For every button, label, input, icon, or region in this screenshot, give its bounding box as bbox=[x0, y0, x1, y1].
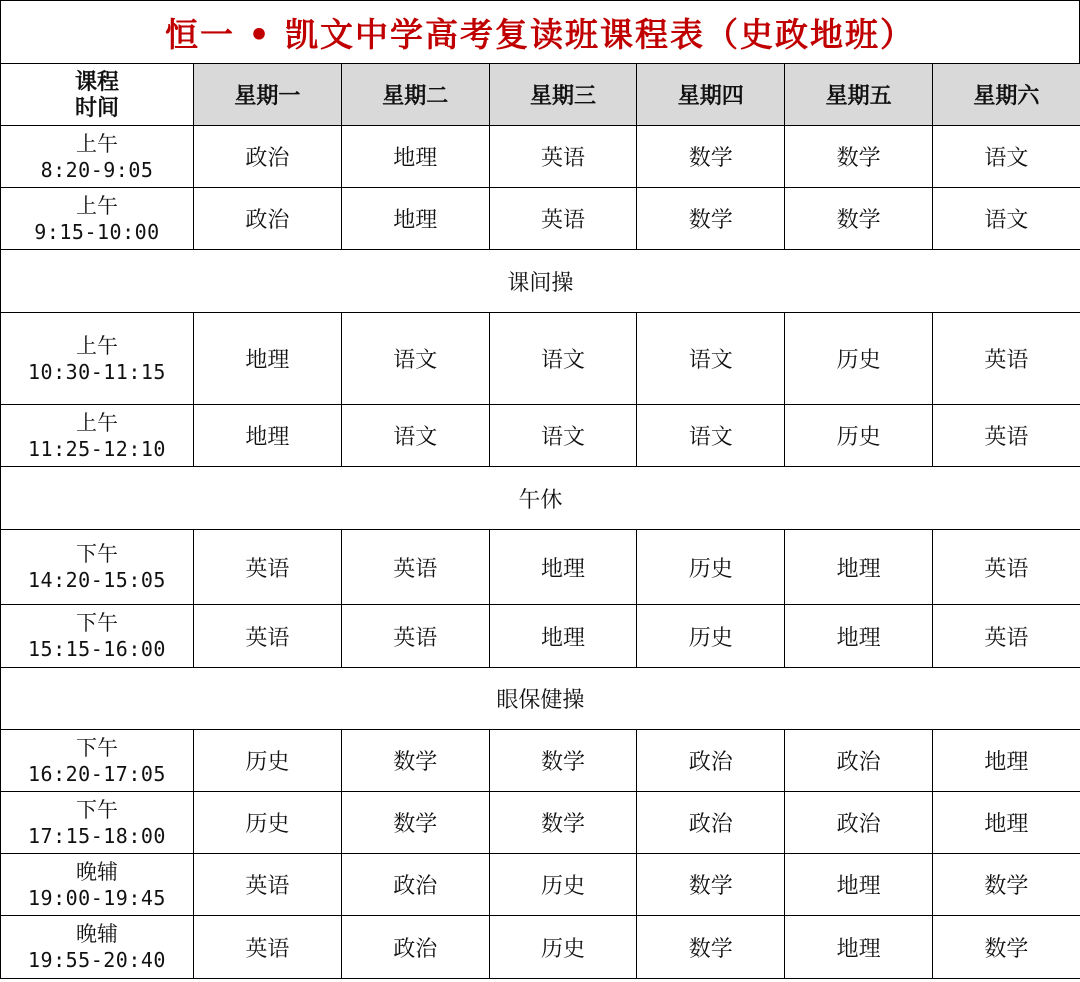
time-slot-cell bbox=[1, 730, 194, 792]
page-title: 恒一 • 凯文中学高考复读班课程表（史政地班） bbox=[164, 14, 916, 54]
table-row bbox=[1, 405, 1080, 467]
time-header-line1: 课程 bbox=[74, 68, 119, 95]
subject-cell: 语文 bbox=[489, 313, 637, 405]
subject-cell: 英语 bbox=[932, 405, 1080, 467]
subject-cell: 数学 bbox=[785, 126, 933, 188]
time-slot-cell bbox=[1, 126, 194, 188]
subject-cell: 数学 bbox=[489, 792, 637, 854]
subject-cell: 地理 bbox=[194, 405, 342, 467]
subject-cell: 语文 bbox=[932, 188, 1080, 250]
subject-cell: 政治 bbox=[637, 730, 785, 792]
subject-cell: 英语 bbox=[932, 530, 1080, 605]
subject-cell: 数学 bbox=[637, 916, 785, 979]
table-row bbox=[1, 126, 1080, 188]
subject-cell: 历史 bbox=[785, 405, 933, 467]
day-header-sat: 星期六 bbox=[932, 64, 1080, 126]
table-row bbox=[1, 605, 1080, 668]
time-range: 19:00-19:45 bbox=[28, 885, 166, 910]
subject-cell: 数学 bbox=[341, 730, 489, 792]
subject-cell: 历史 bbox=[489, 916, 637, 979]
subject-cell: 英语 bbox=[194, 916, 342, 979]
table-row bbox=[1, 916, 1080, 979]
subject-cell: 英语 bbox=[194, 530, 342, 605]
subject-cell: 地理 bbox=[932, 730, 1080, 792]
time-slot-cell bbox=[1, 792, 194, 854]
period-label: 上午 bbox=[76, 193, 118, 218]
period-label: 上午 bbox=[76, 410, 118, 435]
time-range: 9:15-10:00 bbox=[34, 219, 160, 244]
subject-cell: 历史 bbox=[194, 792, 342, 854]
table-row bbox=[1, 188, 1080, 250]
subject-cell: 地理 bbox=[489, 530, 637, 605]
period-label: 晚辅 bbox=[76, 859, 118, 884]
time-range: 11:25-12:10 bbox=[28, 436, 166, 461]
subject-cell: 数学 bbox=[637, 126, 785, 188]
time-slot-cell bbox=[1, 313, 194, 405]
break-label: 眼保健操 bbox=[1, 668, 1080, 730]
time-slot-cell bbox=[1, 188, 194, 250]
period-label: 下午 bbox=[76, 797, 118, 822]
period-label: 晚辅 bbox=[76, 922, 118, 946]
subject-cell: 英语 bbox=[932, 605, 1080, 668]
subject-cell: 地理 bbox=[489, 605, 637, 668]
time-range: 15:15-16:00 bbox=[28, 637, 166, 661]
day-header-mon: 星期一 bbox=[194, 64, 342, 126]
subject-cell: 数学 bbox=[637, 188, 785, 250]
subject-cell: 语文 bbox=[341, 405, 489, 467]
break-row bbox=[1, 467, 1080, 530]
break-label: 午休 bbox=[1, 467, 1080, 530]
subject-cell: 英语 bbox=[194, 605, 342, 668]
period-label: 下午 bbox=[76, 611, 118, 635]
break-label: 课间操 bbox=[1, 250, 1080, 313]
subject-cell: 政治 bbox=[785, 792, 933, 854]
subject-cell: 历史 bbox=[194, 730, 342, 792]
subject-cell: 历史 bbox=[637, 605, 785, 668]
subject-cell: 地理 bbox=[785, 605, 933, 668]
time-slot-cell bbox=[1, 605, 194, 668]
subject-cell: 地理 bbox=[341, 126, 489, 188]
time-slot-cell bbox=[1, 916, 194, 979]
time-slot-cell bbox=[1, 530, 194, 605]
day-header-wed: 星期三 bbox=[489, 64, 637, 126]
subject-cell: 数学 bbox=[341, 792, 489, 854]
period-label: 下午 bbox=[76, 542, 118, 566]
table-row bbox=[1, 730, 1080, 792]
subject-cell: 地理 bbox=[194, 313, 342, 405]
subject-cell: 历史 bbox=[637, 530, 785, 605]
subject-cell: 语文 bbox=[341, 313, 489, 405]
day-header-tue: 星期二 bbox=[341, 64, 489, 126]
table-row bbox=[1, 313, 1080, 405]
period-label: 下午 bbox=[76, 735, 118, 760]
time-slot-cell bbox=[1, 405, 194, 467]
subject-cell: 地理 bbox=[932, 792, 1080, 854]
header-row bbox=[1, 64, 1080, 126]
period-label: 上午 bbox=[76, 131, 118, 156]
day-header-thu: 星期四 bbox=[637, 64, 785, 126]
subject-cell: 数学 bbox=[932, 916, 1080, 979]
subject-cell: 历史 bbox=[489, 854, 637, 916]
subject-cell: 数学 bbox=[637, 854, 785, 916]
table-row bbox=[1, 530, 1080, 605]
subject-cell: 政治 bbox=[785, 730, 933, 792]
subject-cell: 英语 bbox=[194, 854, 342, 916]
subject-cell: 地理 bbox=[341, 188, 489, 250]
subject-cell: 英语 bbox=[341, 530, 489, 605]
subject-cell: 政治 bbox=[194, 188, 342, 250]
table-row bbox=[1, 854, 1080, 916]
day-header-fri: 星期五 bbox=[785, 64, 933, 126]
time-slot-cell bbox=[1, 854, 194, 916]
time-range: 19:55-20:40 bbox=[28, 948, 166, 972]
subject-cell: 语文 bbox=[932, 126, 1080, 188]
schedule-body bbox=[1, 126, 1080, 979]
schedule-table bbox=[0, 63, 1080, 979]
subject-cell: 地理 bbox=[785, 916, 933, 979]
subject-cell: 英语 bbox=[932, 313, 1080, 405]
break-row bbox=[1, 250, 1080, 313]
subject-cell: 政治 bbox=[194, 126, 342, 188]
time-range: 8:20-9:05 bbox=[40, 157, 154, 182]
time-range: 16:20-17:05 bbox=[28, 761, 166, 786]
subject-cell: 语文 bbox=[637, 405, 785, 467]
subject-cell: 政治 bbox=[341, 854, 489, 916]
time-header-line2: 时间 bbox=[74, 94, 119, 121]
title-row bbox=[0, 0, 1080, 63]
subject-cell: 政治 bbox=[637, 792, 785, 854]
subject-cell: 地理 bbox=[785, 530, 933, 605]
subject-cell: 地理 bbox=[785, 854, 933, 916]
subject-cell: 英语 bbox=[341, 605, 489, 668]
table-row bbox=[1, 792, 1080, 854]
subject-cell: 英语 bbox=[489, 126, 637, 188]
subject-cell: 数学 bbox=[785, 188, 933, 250]
subject-cell: 数学 bbox=[932, 854, 1080, 916]
time-range: 17:15-18:00 bbox=[28, 823, 166, 848]
break-row bbox=[1, 668, 1080, 730]
time-range: 10:30-11:15 bbox=[28, 359, 166, 384]
subject-cell: 英语 bbox=[489, 188, 637, 250]
subject-cell: 语文 bbox=[489, 405, 637, 467]
subject-cell: 政治 bbox=[341, 916, 489, 979]
subject-cell: 数学 bbox=[489, 730, 637, 792]
period-label: 上午 bbox=[76, 333, 118, 358]
time-range: 14:20-15:05 bbox=[28, 568, 166, 592]
subject-cell: 语文 bbox=[637, 313, 785, 405]
time-header-cell bbox=[1, 64, 194, 126]
subject-cell: 历史 bbox=[785, 313, 933, 405]
